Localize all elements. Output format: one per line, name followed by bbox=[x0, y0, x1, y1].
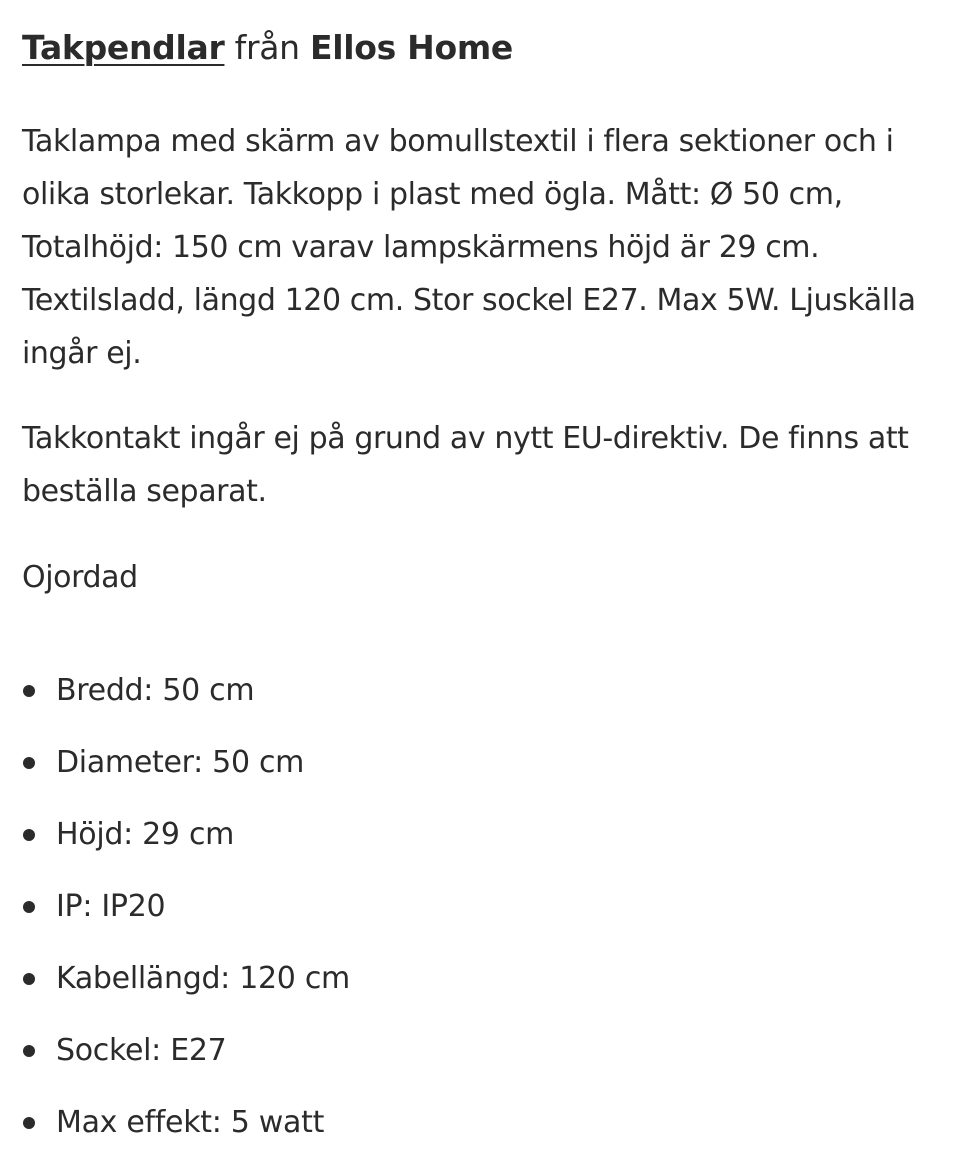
bullet-icon bbox=[23, 1117, 35, 1129]
description-paragraph: Taklampa med skärm av bomullstextil i flera sektioner och i olika storlekar. Takkopp i plast med ögla. Mått: Ø 50 cm, Totalhöjd: 150 cm varav lampskärmens höjd är 29 cm. Textilsladd, längd 120 cm. Stor sockel E27. Max 5W. Ljuskälla ingår ej. bbox=[22, 124, 916, 371]
list-item bbox=[22, 655, 350, 727]
list-item bbox=[22, 943, 350, 1015]
connector-notice-paragraph: Takkontakt ingår ej på grund av nytt EU-direktiv. De finns att beställa separat. bbox=[22, 421, 909, 509]
from-text: från bbox=[234, 28, 300, 67]
bullet-icon bbox=[23, 1045, 35, 1057]
grounding-paragraph: Ojordad bbox=[22, 560, 138, 595]
spec-text: Max effekt: 5 watt bbox=[56, 1105, 325, 1140]
spec-list bbox=[22, 655, 350, 1159]
spec-text: Diameter: 50 cm bbox=[56, 745, 305, 780]
spec-text: Bredd: 50 cm bbox=[56, 673, 255, 708]
list-item bbox=[22, 1015, 350, 1087]
list-item bbox=[22, 871, 350, 943]
product-heading bbox=[22, 28, 513, 68]
bullet-icon bbox=[23, 757, 35, 769]
category-link[interactable]: Takpendlar bbox=[22, 28, 225, 67]
list-item bbox=[22, 799, 350, 871]
spec-text: Höjd: 29 cm bbox=[56, 817, 235, 852]
brand-name: Ellos Home bbox=[309, 28, 514, 67]
list-item bbox=[22, 1087, 350, 1159]
list-item bbox=[22, 727, 350, 799]
spec-text: IP: IP20 bbox=[56, 889, 166, 924]
spec-text: Sockel: E27 bbox=[56, 1033, 227, 1068]
bullet-icon bbox=[23, 901, 35, 913]
bullet-icon bbox=[23, 973, 35, 985]
bullet-icon bbox=[23, 829, 35, 841]
bullet-icon bbox=[23, 685, 35, 697]
spec-text: Kabellängd: 120 cm bbox=[56, 961, 350, 996]
